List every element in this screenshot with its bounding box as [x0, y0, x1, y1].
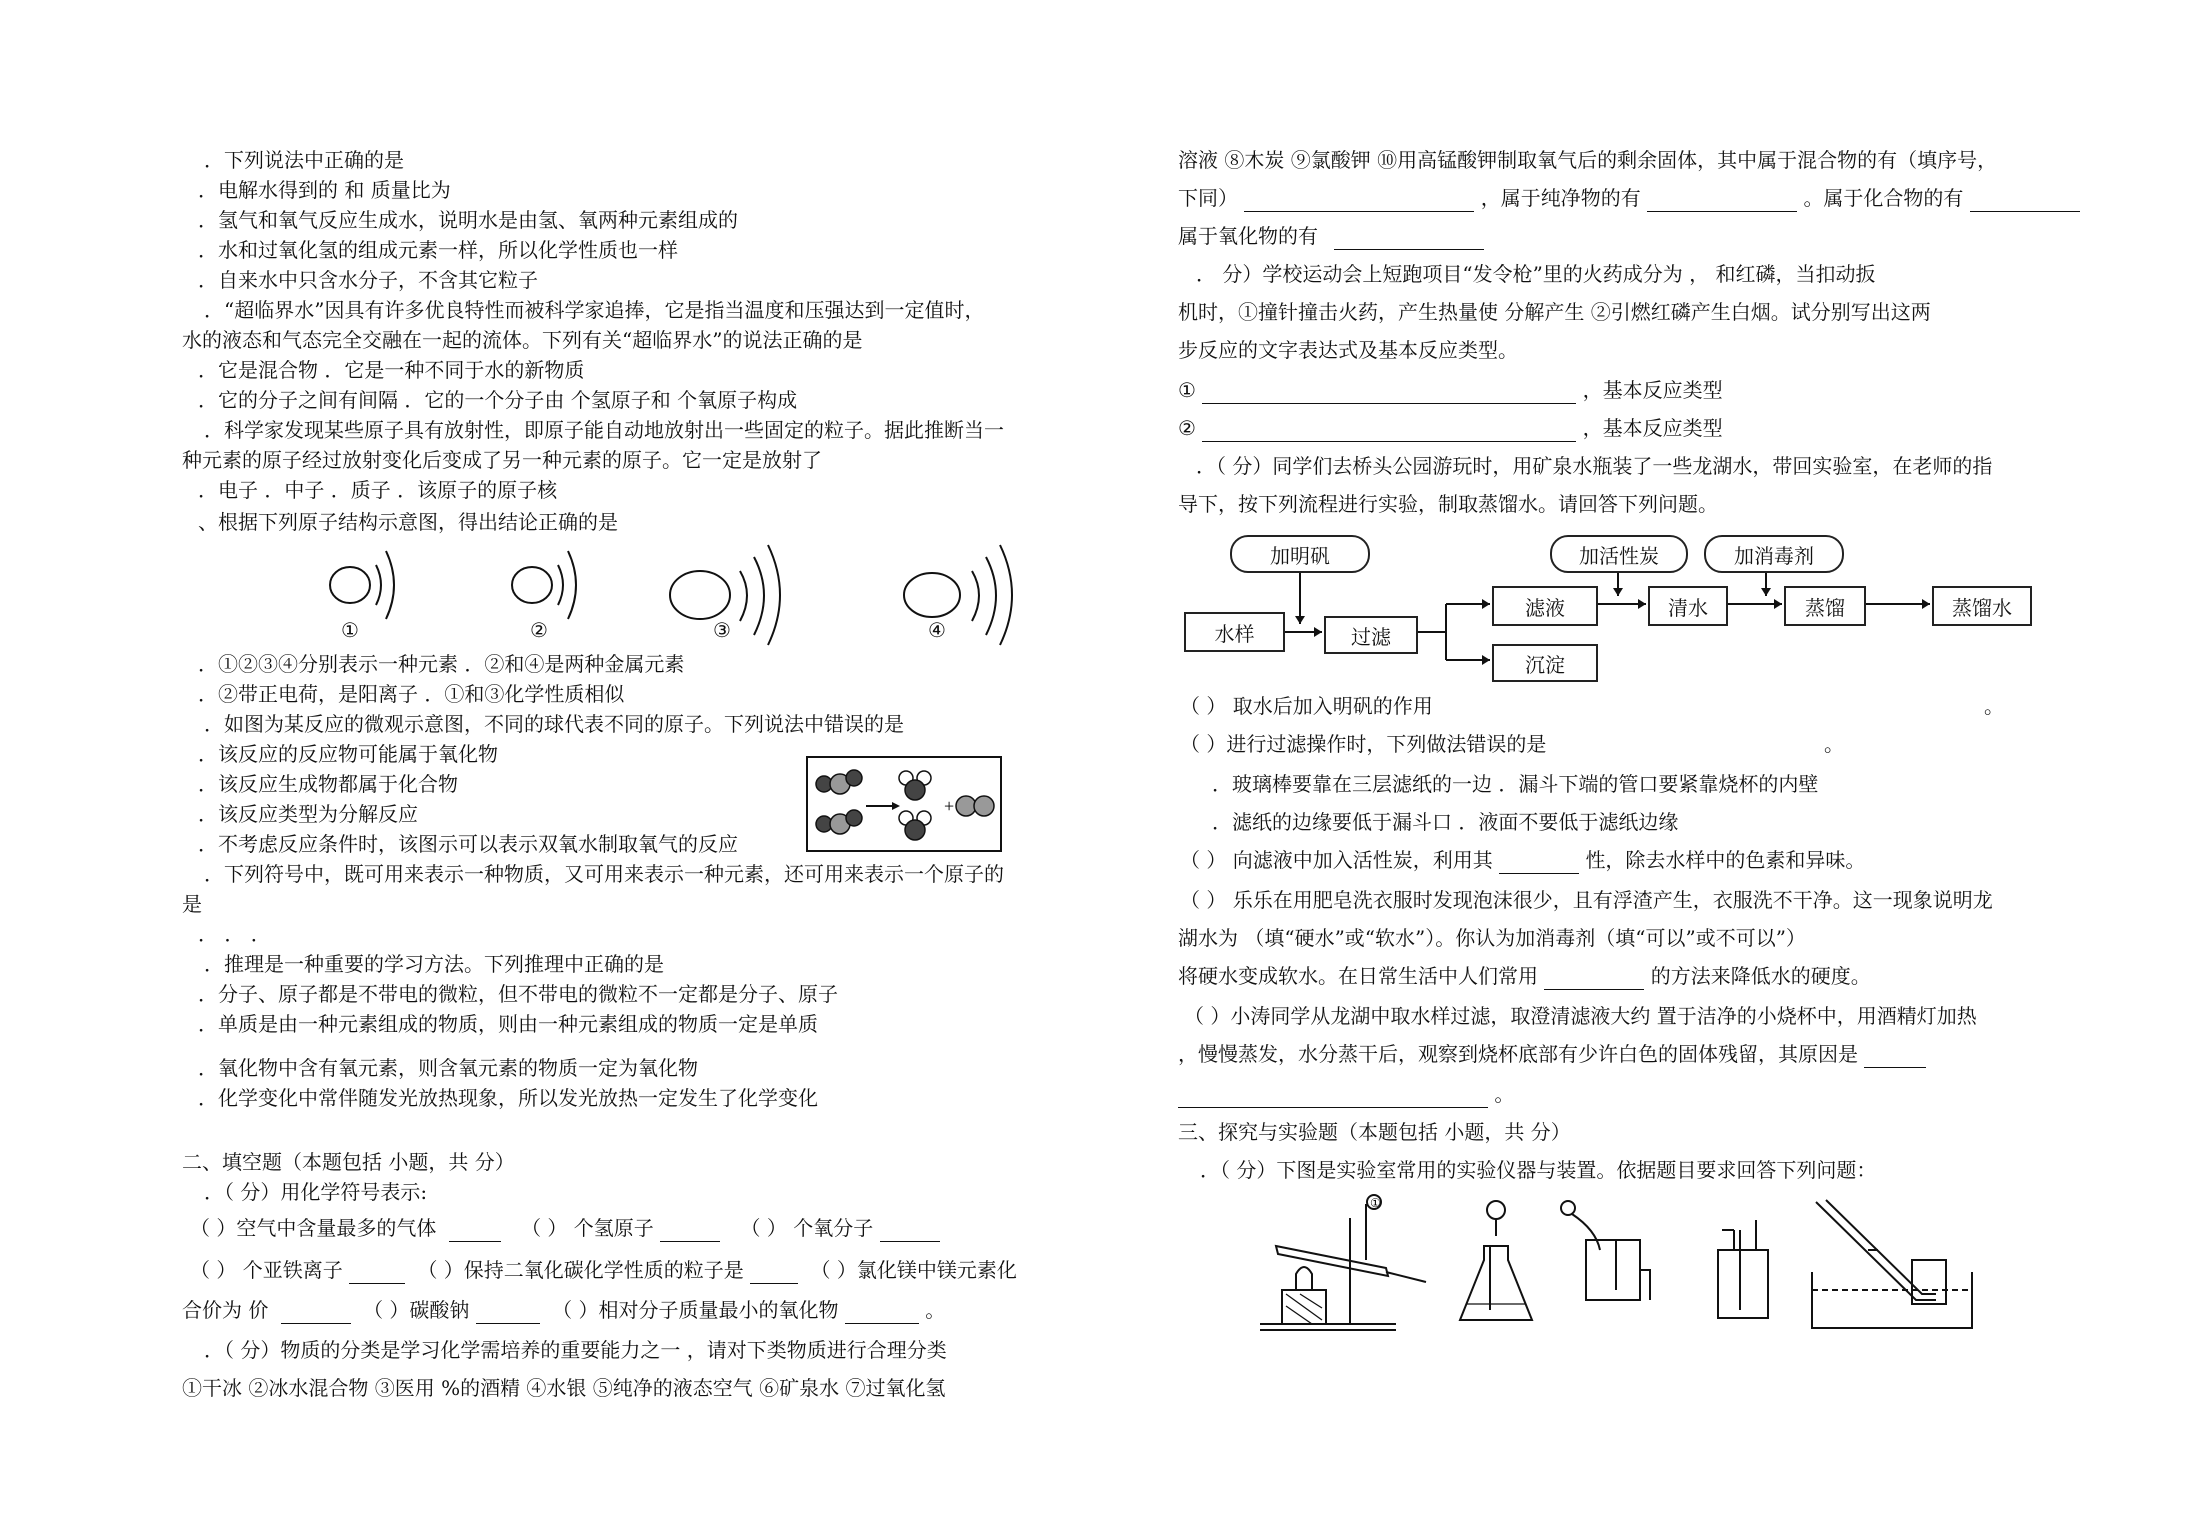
answer-blank[interactable]	[1178, 1087, 1488, 1108]
flow-node-clear-water: 清水	[1648, 586, 1728, 626]
fill-row	[1178, 1080, 1514, 1108]
lab-apparatus-figure	[1256, 1190, 1996, 1340]
option-line: ．电解水得到的 和 质量比为	[198, 178, 451, 202]
q-line: 。	[1984, 694, 2004, 718]
fill-row	[1178, 1040, 1926, 1068]
option-line: ．该反应类型为分解反应	[198, 802, 418, 826]
blank-label: 的方法来降低水的硬度。	[1650, 964, 1871, 988]
flow-node-filter: 过滤	[1324, 616, 1418, 654]
atom-label-4: ④	[928, 618, 946, 642]
answer-blank[interactable]	[1544, 969, 1644, 990]
blank-label: 属于氧化物的有	[1178, 224, 1318, 248]
option-line: ．它是混合物 ．它是一种不同于水的新物质	[198, 358, 585, 382]
q-line: ．如图为某反应的微观示意图，不同的球代表不同的原子。下列说法中错误的是	[204, 712, 904, 736]
blank-label: 。	[1494, 1082, 1515, 1106]
option-line: ．该反应的反应物可能属于氧化物	[198, 742, 498, 766]
option-line: ．电子 ．中子 ．质子 ．该原子的原子核	[198, 478, 558, 502]
flow-node-filtrate: 滤液	[1492, 586, 1598, 626]
blank-label: 合价为 价	[182, 1298, 269, 1322]
q-line: ．推理是一种重要的学习方法。下列推理中正确的是	[204, 952, 664, 976]
q-line: 导下，按下列流程进行实验，制取蒸馏水。请回答下列问题。	[1178, 492, 1718, 516]
flow-node-water-sample: 水样	[1184, 612, 1285, 652]
apparatus-label: ①	[1370, 1196, 1381, 1210]
blank-label: ①	[1178, 378, 1196, 402]
section-heading: 二、填空题（本题包括 小题，共 分）	[182, 1150, 515, 1174]
flow-node-sediment: 沉淀	[1492, 644, 1598, 682]
blank-label: 下同）	[1178, 186, 1238, 210]
answer-blank[interactable]	[1499, 853, 1579, 874]
option-line: ．①②③④分别表示一种元素 ．②和④是两种金属元素	[198, 652, 685, 676]
q-line: 机时，①撞针撞击火药，产生热量使 分解产生 ②引燃红磷产生白烟。试分别写出这两	[1178, 300, 1931, 324]
q-line: 是	[182, 892, 202, 916]
q-line: （ ） 取水后加入明矾的作用	[1180, 694, 1433, 718]
blank-label: 。	[925, 1298, 946, 1322]
blank-label: 将硬水变成软水。在日常生活中人们常用	[1178, 964, 1538, 988]
q-line: ．（ 分）物质的分类是学习化学需培养的重要能力之一 ，请对下类物质进行合理分类	[204, 1338, 947, 1362]
blank-label: （ ）碳酸钠	[363, 1298, 470, 1322]
flow-node-distill: 蒸馏	[1784, 586, 1866, 626]
flow-node-add-alum: 加明矾	[1230, 535, 1370, 573]
blank-label: （ ） 向滤液中加入活性炭，利用其	[1180, 848, 1493, 872]
atom-label-3: ③	[713, 618, 731, 642]
q-line: 、根据下列原子结构示意图，得出结论正确的是	[198, 510, 618, 534]
blank-label: （ ）保持二氧化碳化学性质的粒子是	[417, 1258, 744, 1282]
option-line: ．氧化物中含有氧元素，则含氧元素的物质一定为氧化物	[198, 1056, 698, 1080]
option-line: ．分子、原子都是不带电的微粒，但不带电的微粒不一定都是分子、原子	[198, 982, 838, 1006]
flow-node-add-disinfectant: 加消毒剂	[1704, 535, 1844, 573]
option-line: ．不考虑反应条件时，该图示可以表示双氧水制取氧气的反应	[198, 832, 738, 856]
atom-label-2: ②	[530, 618, 548, 642]
section-heading: 三、探究与实验题（本题包括 小题，共 分）	[1178, 1120, 1571, 1144]
option-line: ．水和过氧化氢的组成元素一样，所以化学性质也一样	[198, 238, 678, 262]
q-line: 湖水为 （填“硬水”或“软水”）。你认为加消毒剂（填“可以”或不可以”）	[1178, 926, 1806, 950]
blank-label: （ ） 个氧分子	[740, 1216, 874, 1240]
blank-label: ，慢慢蒸发，水分蒸干后，观察到烧杯底部有少许白色的固体残留，其原因是	[1178, 1042, 1858, 1066]
blank-label: 性，除去水样中的色素和异味。	[1585, 848, 1866, 872]
blank-label: （ ）氯化镁中镁元素化	[810, 1258, 1017, 1282]
option-line: ．玻璃棒要靠在三层滤纸的一边 ．漏斗下端的管口要紧靠烧杯的内壁	[1212, 772, 1819, 796]
fill-row	[1178, 962, 1871, 990]
option-line: ．②带正电荷，是阳离子 ．①和③化学性质相似	[198, 682, 625, 706]
q-line: 种元素的原子经过放射变化后变成了另一种元素的原子。它一定是放射了	[182, 448, 822, 472]
blank-label: ，基本反应类型	[1582, 378, 1723, 402]
atom-label-1: ①	[341, 618, 359, 642]
blank-label: ②	[1178, 416, 1196, 440]
option-line: ．该反应生成物都属于化合物	[198, 772, 458, 796]
flow-node-distilled-water: 蒸馏水	[1932, 586, 2032, 626]
q-line: （ ） 乐乐在用肥皂洗衣服时发现泡沫很少，且有浮渣产生，衣服洗不干净。这一现象说明龙	[1180, 888, 1993, 912]
q-line: 溶液 ⑧木炭 ⑨氯酸钾 ⑩用高锰酸钾制取氧气后的剩余固体，其中属于混合物的有（填序号，	[1178, 148, 1998, 172]
option-line: ． ． ．	[198, 922, 271, 946]
option-line: ．化学变化中常伴随发光放热现象，所以发光放热一定发生了化学变化	[198, 1086, 818, 1110]
blank-label: （ ）空气中含量最多的气体	[190, 1216, 437, 1240]
blank-label: ，基本反应类型	[1582, 416, 1723, 440]
q-line: ①干冰 ②冰水混合物 ③医用 %的酒精 ④水银 ⑤纯净的液态空气 ⑥矿泉水 ⑦过氧化氢	[182, 1376, 946, 1400]
q-line: ．下列符号中，既可用来表示一种物质，又可用来表示一种元素，还可用来表示一个原子的	[204, 862, 1004, 886]
fill-row	[1180, 846, 1865, 874]
q-line: ．（ 分）下图是实验室常用的实验仪器与装置。依据题目要求回答下列问题：	[1200, 1158, 1877, 1182]
option-line: ．单质是由一种元素组成的物质，则由一种元素组成的物质一定是单质	[198, 1012, 818, 1036]
q-line: 步反应的文字表达式及基本反应类型。	[1178, 338, 1518, 362]
answer-blank[interactable]	[1864, 1047, 1926, 1068]
option-line: ．氢气和氧气反应生成水，说明水是由氢、氧两种元素组成的	[198, 208, 738, 232]
q-line: ．“超临界水”因具有许多优良特性而被科学家追捧，它是指当温度和压强达到一定值时，	[204, 298, 985, 322]
svg-text:+: +	[944, 796, 955, 816]
option-line: ．自来水中只含水分子，不含其它粒子	[198, 268, 538, 292]
q-line: 水的液态和气态完全交融在一起的流体。下列有关“超临界水”的说法正确的是	[182, 328, 863, 352]
q-line: ．（ 分）用化学符号表示:	[204, 1180, 428, 1204]
blank-label: ，属于纯净物的有	[1480, 186, 1641, 210]
q-line: ．科学家发现某些原子具有放射性，即原子能自动地放射出一些固定的粒子。据此推断当一	[204, 418, 1004, 442]
blank-label: 。属于化合物的有	[1803, 186, 1964, 210]
flow-node-add-activated-carbon: 加活性炭	[1550, 535, 1688, 573]
blank-label: （ ）相对分子质量最小的氧化物	[552, 1298, 839, 1322]
blank-label: （ ） 个亚铁离子	[190, 1258, 343, 1282]
q-line: ．下列说法中正确的是	[204, 148, 404, 172]
option-line: ．它的分子之间有间隔 ．它的一个分子由 个氢原子和 个氧原子构成	[198, 388, 798, 412]
q-line: （ ）进行过滤操作时，下列做法错误的是	[1180, 732, 1547, 756]
q-line: 。	[1824, 732, 1844, 756]
q-line: ．（ 分）同学们去桥头公园游玩时，用矿泉水瓶装了一些龙湖水，带回实验室，在老师的指	[1196, 454, 1993, 478]
q-line: ． 分）学校运动会上短跑项目“发令枪”里的火药成分为 ， 和红磷，当扣动扳	[1196, 262, 1876, 286]
blank-label: （ ） 个氢原子	[521, 1216, 654, 1240]
q-line: （ ）小涛同学从龙湖中取水样过滤，取澄清滤液大约 置于洁净的小烧杯中，用酒精灯加热	[1184, 1004, 1977, 1028]
option-line: ．滤纸的边缘要低于漏斗口 ．液面不要低于滤纸边缘	[1212, 810, 1679, 834]
